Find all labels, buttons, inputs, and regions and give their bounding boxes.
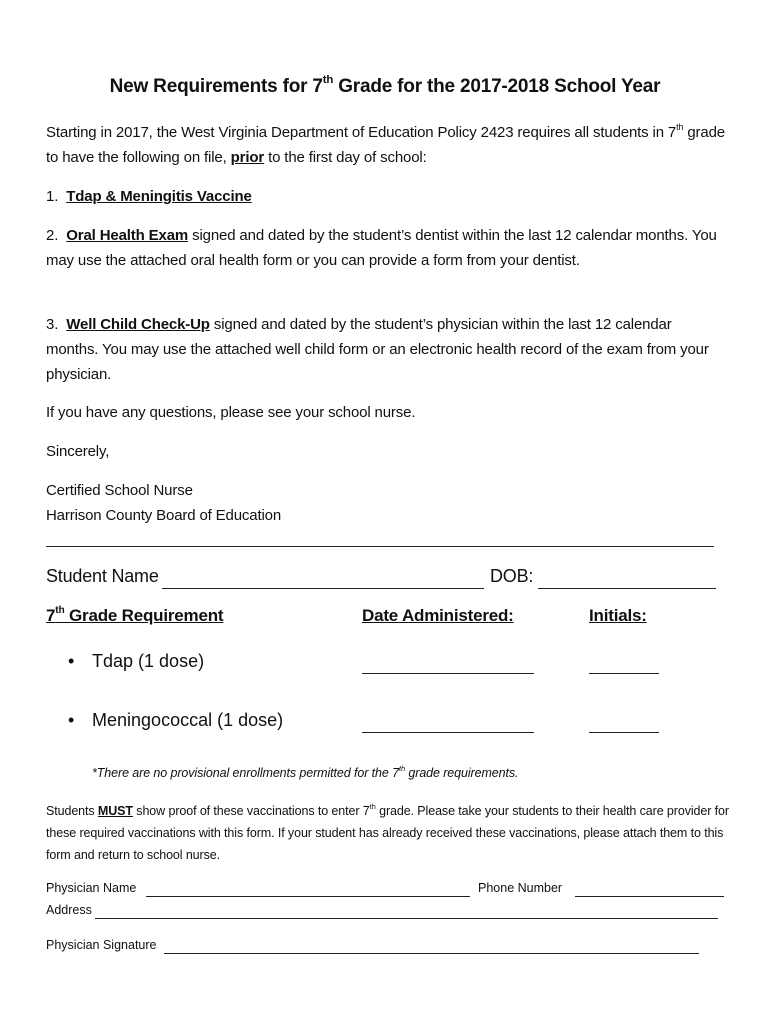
requirement-label-checkup: Well Child Check-Up	[66, 316, 210, 333]
tdap-initials-field[interactable]	[589, 673, 659, 674]
signature-organization: Harrison County Board of Education	[46, 507, 282, 524]
dob-field[interactable]	[538, 588, 716, 589]
must-emphasis: MUST	[97, 804, 133, 818]
column-header-initials: Initials:	[589, 606, 647, 625]
requirement-item-3: 3. Well Child Check-Up signed and dated by the student’s physician within the last 12 calendar months. You may use the attached well child form or an electronic health record of the exam from your physician.	[46, 316, 709, 383]
requirement-item-2: 2. Oral Health Exam signed and dated by the student’s dentist within the last 12 calendar months. You may use the attached oral health form or you can provide a form from your dentist.	[46, 227, 717, 269]
tdap-date-field[interactable]	[362, 673, 534, 674]
signature-block	[46, 478, 726, 528]
student-name-field[interactable]	[162, 588, 484, 589]
signature-title: Certified School Nurse	[46, 482, 193, 499]
physician-name-label: Physician Name	[46, 881, 137, 895]
requirement-label-vaccine: Tdap & Meningitis Vaccine	[66, 188, 252, 205]
student-name-label: Student Name	[46, 566, 159, 586]
phone-number-label: Phone Number	[478, 881, 563, 895]
dob-label: DOB:	[490, 566, 534, 586]
physician-signature-field[interactable]	[164, 953, 699, 954]
closing-text: Sincerely,	[46, 443, 110, 460]
address-field[interactable]	[95, 918, 718, 919]
physician-name-field[interactable]	[146, 896, 470, 897]
bullet-icon: •	[68, 651, 75, 671]
meningococcal-date-field[interactable]	[362, 732, 534, 733]
requirement-row-meningococcal: • Meningococcal (1 dose)	[68, 710, 284, 730]
column-header-date: Date Administered:	[362, 606, 514, 625]
requirement-row-tdap: • Tdap (1 dose)	[68, 651, 205, 671]
page-title: New Requirements for 7th Grade for the 2017-2018 School Year	[109, 73, 661, 97]
requirement-label-oral-exam: Oral Health Exam	[66, 227, 189, 244]
meningococcal-initials-field[interactable]	[589, 732, 659, 733]
phone-number-field[interactable]	[575, 896, 724, 897]
provisional-note: *There are no provisional enrollments permitted for the 7th grade requirements.	[92, 763, 519, 780]
intro-paragraph: Starting in 2017, the West Virginia Department of Education Policy 2423 requires all students in 7th grade to have the following on file, prior to the first day of school:	[46, 121, 725, 166]
address-label: Address	[46, 903, 92, 917]
physician-signature-label: Physician Signature	[46, 938, 157, 952]
prior-emphasis: prior	[230, 149, 265, 166]
divider-line	[46, 546, 714, 547]
requirement-item-1: 1. Tdap & Meningitis Vaccine	[46, 188, 252, 205]
questions-text: If you have any questions, please see your school nurse.	[46, 404, 416, 421]
proof-paragraph: Students MUST show proof of these vaccinations to enter 7th grade. Please take your students to their health care provider for these required vaccinations with this form. If your student has already received these vaccinations, please attach them to this form and return to school nurse.	[46, 801, 729, 862]
bullet-icon: •	[68, 710, 75, 730]
column-header-requirement: 7th Grade Requirement	[46, 604, 224, 625]
